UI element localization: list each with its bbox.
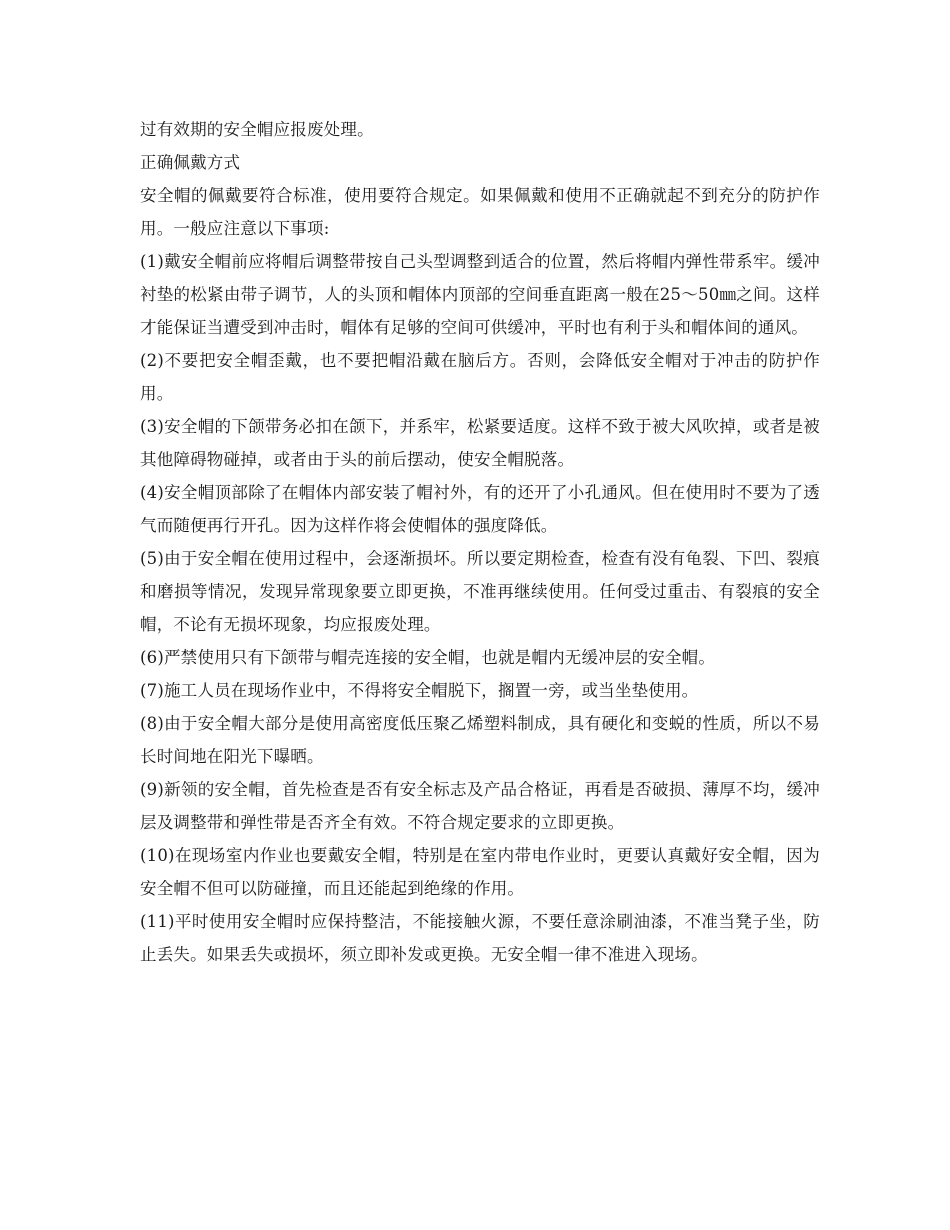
list-item-9: (9)新领的安全帽，首先检查是否有安全标志及产品合格证，再看是否破损、薄厚不均，缓冲层及调整带和弹性带是否齐全有效。不符合规定要求的立即更换。 xyxy=(140,780,820,832)
list-item-3: (3)安全帽的下颌带务必扣在颌下，并系牢，松紧要适度。这样不致于被大风吹掉，或者是被其他障碍物碰掉，或者由于头的前后摆动，使安全帽脱落。 xyxy=(140,417,820,469)
document-body xyxy=(140,113,820,971)
list-item-7: (7)施工人员在现场作业中，不得将安全帽脱下，搁置一旁，或当坐垫使用。 xyxy=(140,681,699,700)
list-item-1: (1)戴安全帽前应将帽后调整带按自己头型调整到适合的位置，然后将帽内弹性带系牢。缓冲衬垫的松紧由带子调节，人的头顶和帽体内顶部的空间垂直距离一般在25～50㎜之间。这样才能保证当遭受到冲击时，帽体有足够的空间可供缓冲，平时也有利于头和帽体间的通风。 xyxy=(140,252,820,337)
list-item-11: (11)平时使用安全帽时应保持整洁，不能接触火源，不要任意涂刷油漆，不准当凳子坐，防止丢失。如果丢失或损坏，须立即补发或更换。无安全帽一律不准进入现场。 xyxy=(140,912,820,964)
paragraph-intro: 安全帽的佩戴要符合标准，使用要符合规定。如果佩戴和使用不正确就起不到充分的防护作用。一般应注意以下事项: xyxy=(140,186,820,238)
list-item-2: (2)不要把安全帽歪戴，也不要把帽沿戴在脑后方。否则，会降低安全帽对于冲击的防护作用。 xyxy=(140,351,820,403)
list-item-10: (10)在现场室内作业也要戴安全帽，特别是在室内带电作业时，更要认真戴好安全帽，因为安全帽不但可以防碰撞，而且还能起到绝缘的作用。 xyxy=(140,846,820,898)
list-item-6: (6)严禁使用只有下颌带与帽壳连接的安全帽，也就是帽内无缓冲层的安全帽。 xyxy=(140,648,716,667)
list-item-5: (5)由于安全帽在使用过程中，会逐渐损坏。所以要定期检查，检查有没有龟裂、下凹、裂痕和磨损等情况，发现异常现象要立即更换，不准再继续使用。任何受过重击、有裂痕的安全帽，不论有无损坏现象，均应报废处理。 xyxy=(140,549,820,634)
list-item-4: (4)安全帽顶部除了在帽体内部安装了帽衬外，有的还开了小孔通风。但在使用时不要为了透气而随便再行开孔。因为这样作将会使帽体的强度降低。 xyxy=(140,483,820,535)
paragraph-expired-helmet: 过有效期的安全帽应报废处理。 xyxy=(140,120,374,139)
section-heading-wearing: 正确佩戴方式 xyxy=(140,153,241,172)
list-item-8: (8)由于安全帽大部分是使用高密度低压聚乙烯塑料制成，具有硬化和变蜕的性质，所以不易长时间地在阳光下曝晒。 xyxy=(140,714,820,766)
